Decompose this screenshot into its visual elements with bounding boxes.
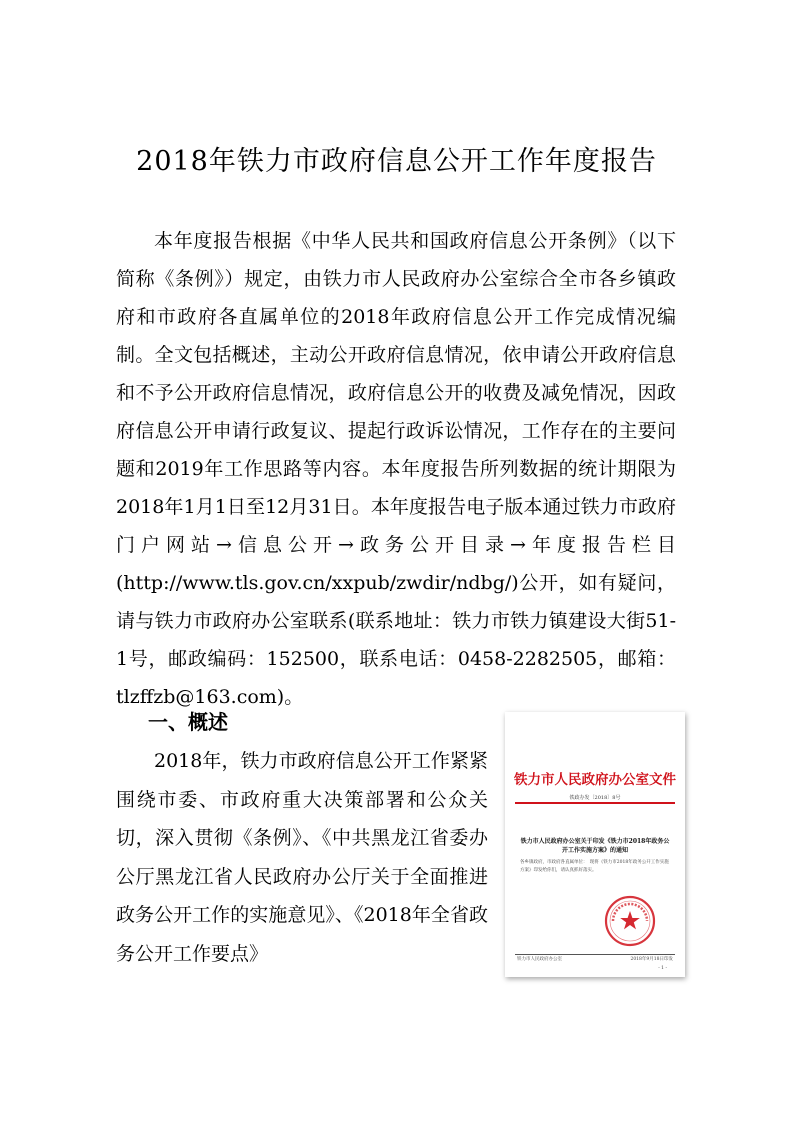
- report-title: 2018年铁力市政府信息公开工作年度报告: [136, 146, 657, 177]
- embedded-document-image: [505, 712, 685, 977]
- thumbnail-red-rule: [515, 802, 675, 804]
- thumbnail-red-header: 铁力市人民政府办公室文件: [514, 772, 676, 788]
- thumbnail-body-text: 各乡镇政府，市政府各直属单位： 现将《铁力市2018年政务公开工作实施方案》印发给你们，请认真抓好落实。: [520, 860, 669, 873]
- thumbnail-doc-number: 铁政办发〔2018〕8号: [569, 795, 621, 801]
- section-heading-overview: 一、概述: [148, 710, 228, 734]
- thumbnail-footer-rule: [515, 954, 675, 955]
- official-seal-icon: [603, 894, 657, 948]
- intro-paragraph: 本年度报告根据《中华人民共和国政府信息公开条例》（以下简称《条例》）规定，由铁力市人民政府办公室综合全市各乡镇政府和市政府各直属单位的2018年政府信息公开工作完成情况编制。全文包括概述，主动公开政府信息情况，依申请公开政府信息和不予公开政府信息情况，政府信息公开的收费及减免情况，因政府信息公开申请行政复议、提起行政诉讼情况，工作存在的主要问题和2019年工作思路等内容。本年度报告所列数据的统计期限为2018年1月1日至12月31日。本年度报告电子版本通过铁力市政府门户网站→信息公开→政务公开目录→年度报告栏目(http://www.tls.gov.cn/xxpub/zwdir/ndbg/)公开，如有疑问，请与铁力市政府办公室联系(联系地址：铁力市铁力镇建设大街51-1号，邮政编码：152500，联系电话：0458-2282505，邮箱：tlzffzb@163.com)。: [116, 230, 676, 708]
- thumbnail-page-number: - 1 -: [658, 966, 667, 971]
- thumbnail-footer-issuer: 铁力市人民政府办公室: [517, 957, 562, 962]
- thumbnail-footer-date: 2018年9月18日印发: [630, 957, 673, 962]
- overview-paragraph: 2018年，铁力市政府信息公开工作紧紧围绕市委、市政府重大决策部署和公众关切，深入贯彻《条例》、《中共黑龙江省委办公厅黑龙江省人民政府办公厅关于全面推进政务公开工作的实施意见》、《2018年全省政务公开工作要点》: [116, 750, 488, 965]
- thumbnail-doc-title: 铁力市人民政府办公室关于印发《铁力市2018年政务公开工作实施方案》的通知: [520, 838, 670, 854]
